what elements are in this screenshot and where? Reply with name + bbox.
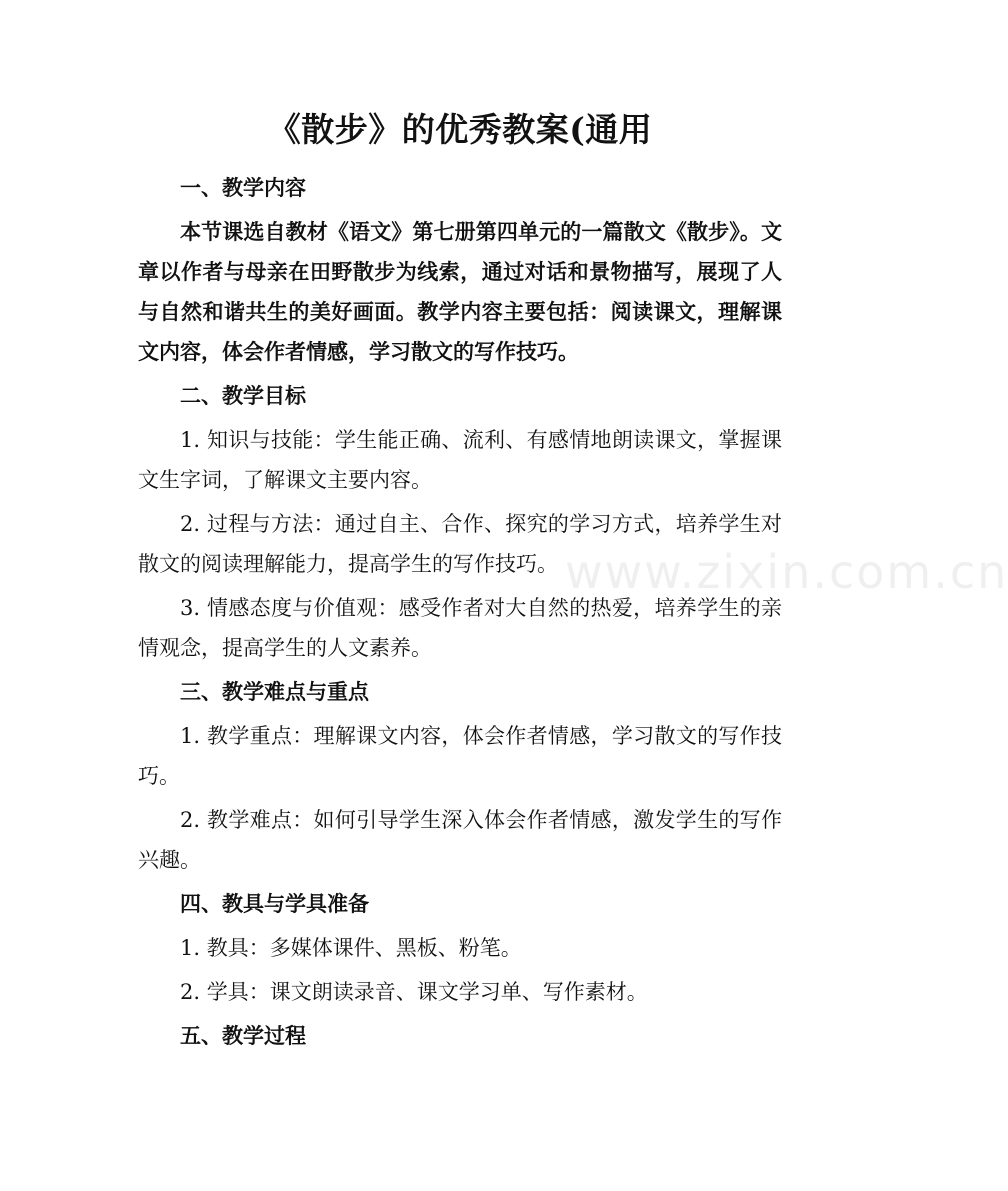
section-key-points [138,672,782,880]
section-paragraph: 本节课选自教材《语文》第七册第四单元的一篇散文《散步》。文章以作者与母亲在田野散步为线索，通过对话和景物描写，展现了人与自然和谐共生的美好画面。教学内容主要包括：阅读课文，理解课文内容，体会作者情感，学习散文的写作技巧。 [138,219,782,364]
section-teaching-goals [138,376,782,668]
section-paragraph: 2. 学具：课文朗读录音、课文学习单、写作素材。 [180,980,648,1004]
section-teaching-process [138,1016,782,1056]
section-heading: 五、教学过程 [180,1023,306,1048]
section-paragraph: 2. 教学难点：如何引导学生深入体会作者情感，激发学生的写作兴趣。 [138,808,782,872]
section-paragraph: 1. 教具：多媒体课件、黑板、粉笔。 [180,936,522,960]
section-paragraph: 2. 过程与方法：通过自主、合作、探究的学习方式，培养学生对散文的阅读理解能力，提高学生的写作技巧。 [138,512,782,576]
section-paragraph: 3. 情感态度与价值观：感受作者对大自然的热爱，培养学生的亲情观念，提高学生的人文素养。 [138,596,782,660]
section-heading: 二、教学目标 [180,383,306,408]
section-heading: 三、教学难点与重点 [180,679,369,704]
section-heading: 一、教学内容 [180,175,306,200]
watermark-text: www.zixin.com.cn [565,545,1008,599]
section-teaching-aids [138,884,782,1012]
section-teaching-content [138,168,782,372]
section-paragraph: 1. 教学重点：理解课文内容，体会作者情感，学习散文的写作技巧。 [138,724,782,788]
section-paragraph: 1. 知识与技能：学生能正确、流利、有感情地朗读课文，掌握课文生字词，了解课文主要内容。 [138,428,782,492]
section-heading: 四、教具与学具准备 [180,891,369,916]
document-title: 《散步》的优秀教案(通用 [267,110,653,149]
